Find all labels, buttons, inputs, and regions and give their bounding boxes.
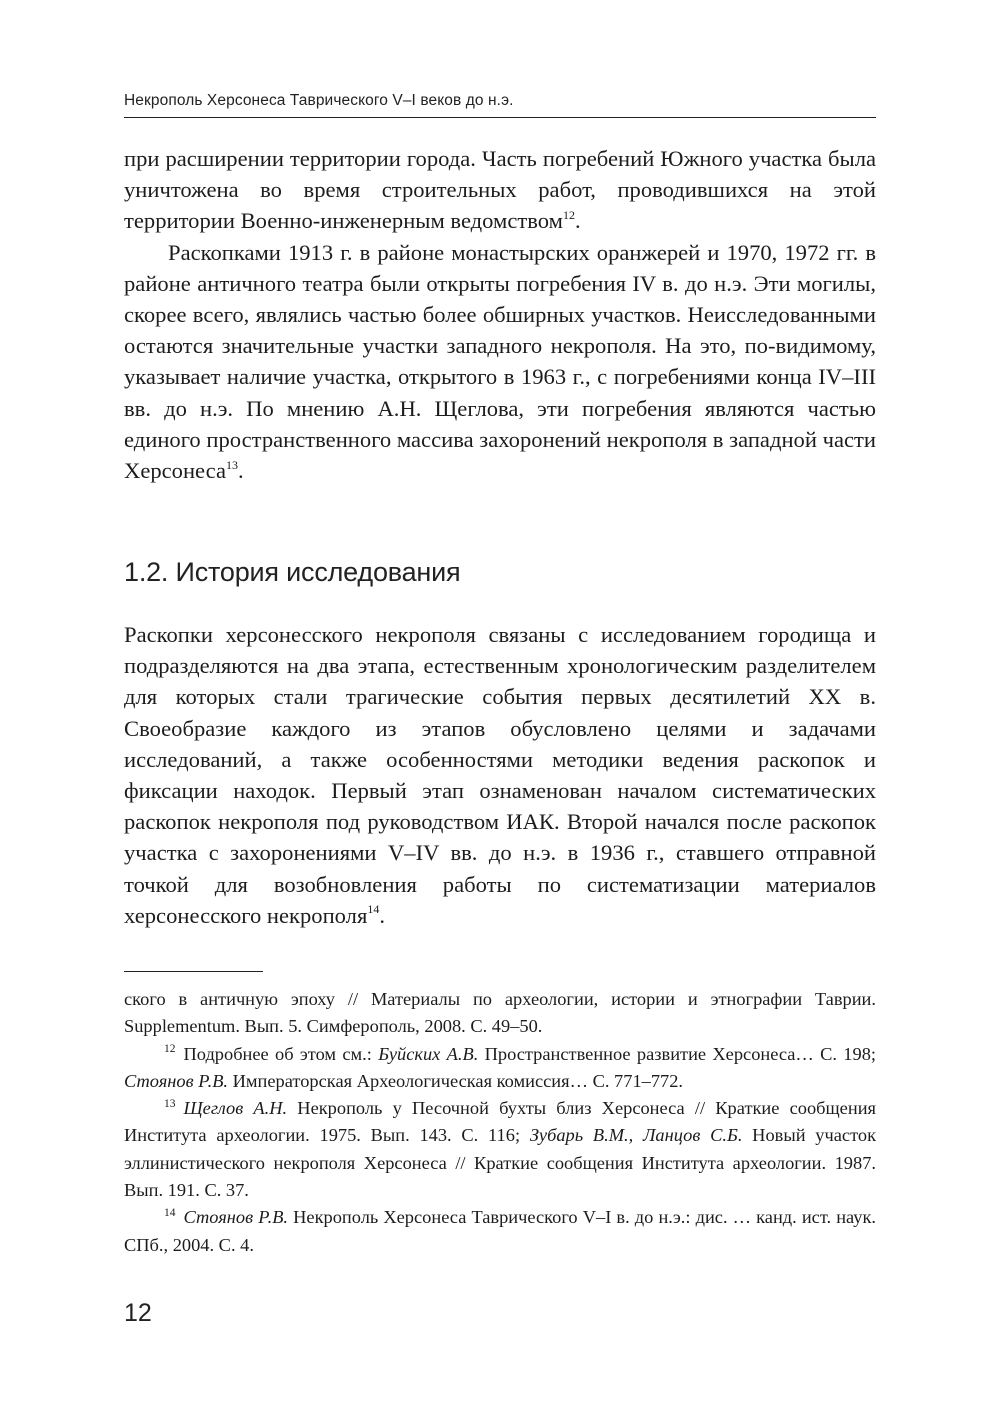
footnote-13-author-b: Зубарь В.М., Ланцов С.Б. (529, 1125, 743, 1146)
paragraph-2-end: . (237, 458, 244, 484)
footnote-14-number: 14 (164, 1207, 176, 1220)
paragraph-1-end: . (574, 208, 581, 234)
footnote-ref-13[interactable]: 13 (225, 457, 238, 472)
footnote-14-text: Некрополь Херсонеса Таврического V–I в. до н.э.: дис. … канд. ист. наук. СПб., 2004. С. 4. (124, 1207, 876, 1255)
footnote-ref-12[interactable]: 12 (562, 207, 575, 222)
body-block-1 (124, 143, 876, 486)
footnote-12 (124, 1041, 876, 1096)
footnote-14-author: Стоянов Р.В. (183, 1207, 289, 1228)
paragraph-1 (124, 143, 876, 237)
header-rule (124, 117, 876, 118)
footnote-12-text-a: Подробнее об этом см.: (183, 1043, 379, 1064)
footnote-ref-14[interactable]: 14 (367, 902, 380, 917)
page-number: 12 (124, 1299, 152, 1327)
footnote-12-text-c: Императорская Археологическая комиссия… С. 771–772. (228, 1070, 684, 1091)
footnote-13 (124, 1095, 876, 1204)
footnote-14 (124, 1204, 876, 1259)
footnote-12-author-b: Стоянов Р.В. (124, 1070, 229, 1091)
paragraph-3-text: Раскопки херсонесского некрополя связаны с исследованием городища и подразделяются на два этапа, естественным хронологическим разделителем для которых стали трагические события первых десятилетий XX в. Своеобразие каждого из этапов обусловлено целями и задачами исследований, а также особенностями методики ведения раскопок и фиксации находок. Первый этап ознаменован началом систематических раскопок некрополя под руководством ИАК. Второй начался после раскопок участка с захоронениями V–IV вв. до н.э. в 1936 г., ставшего отправной точкой для возобновления работы по систематизации материалов херсонесского некрополя (124, 622, 876, 928)
paragraph-2 (124, 237, 876, 487)
footnote-12-number: 12 (164, 1043, 176, 1056)
paragraph-2-text: Раскопками 1913 г. в районе монастырских оранжерей и 1970, 1972 гг. в районе античного театра были открыты погребения IV в. до н.э. Эти могилы, скорее всего, являлись частью более обширных участков. Неисследованными остаются значительные участки западного некрополя. На это, по-видимому, указывает наличие участка, открытого в 1963 г., с погребениями конца IV–III вв. до н.э. По мнению А.Н. Щеглова, эти погребения являются частью единого пространственного массива захоронений некрополя в западной части Херсонеса (124, 239, 876, 484)
section-heading: 1.2. История исследования (124, 557, 461, 587)
body-block-2 (124, 619, 876, 931)
footnote-separator (124, 971, 263, 972)
footnote-13-number: 13 (164, 1098, 176, 1111)
footnote-12-author-a: Буйских А.В. (378, 1043, 479, 1064)
footnote-12-text-b: Пространственное развитие Херсонеса… С. 198; (478, 1043, 876, 1064)
footnote-13-text-a: Некрополь у Песочной бухты близ Херсонеса // Краткие сообщения Института археологии. 1975. Вып. 143. С. 116; (124, 1098, 876, 1146)
paragraph-1-text: при расширении территории города. Часть погребений Южного участка была уничтожена во время строительных работ, проводившихся на этой территории Военно-инженерным ведомством (124, 146, 876, 234)
running-head: Некрополь Херсонеса Таврического V–I веков до н.э. (124, 92, 514, 109)
footnotes (124, 986, 876, 1259)
footnote-continuation: ского в античную эпоху // Материалы по археологии, истории и этнографии Таврии. Supplementum. Вып. 5. Симферополь, 2008. С. 49–50. (124, 989, 876, 1037)
footnote-13-author-a: Щеглов А.Н. (183, 1098, 288, 1119)
footnote-13-text-b: Новый участок эллинистического некрополя Херсонеса // Краткие сообщения Института археологии. 1987. Вып. 191. С. 37. (124, 1125, 876, 1201)
paragraph-3-end: . (379, 902, 386, 928)
paragraph-3 (124, 619, 876, 931)
